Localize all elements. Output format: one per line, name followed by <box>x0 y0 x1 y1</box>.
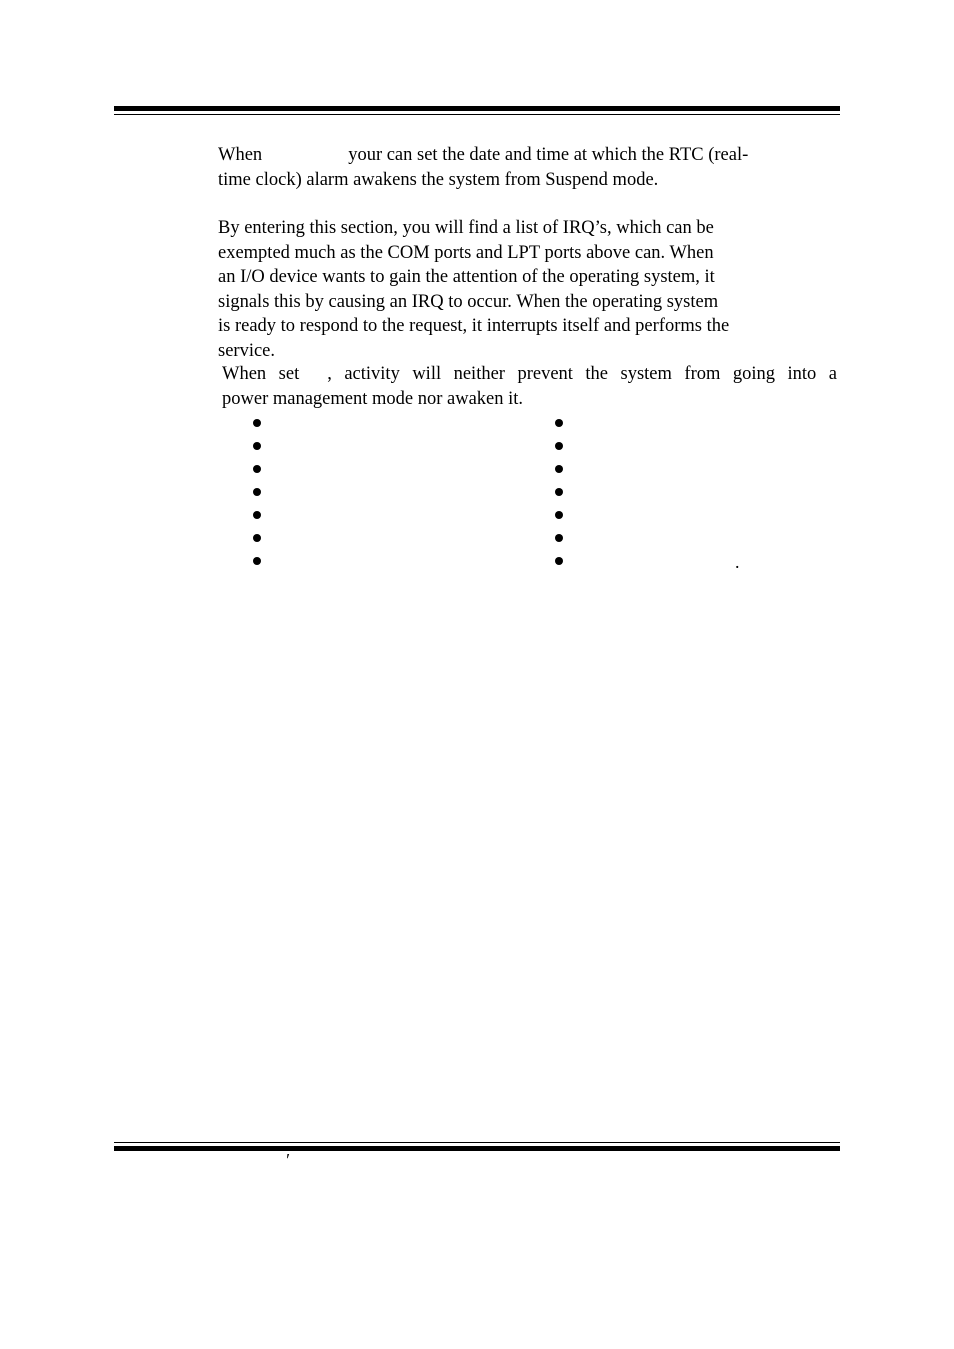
bullet-right-7 <box>555 557 563 565</box>
rtc-paragraph <box>218 143 748 192</box>
disabled-note-line-1-start: When set <box>222 364 300 384</box>
bullet-right-4 <box>555 488 563 496</box>
rtc-line-1-start: When <box>218 145 263 165</box>
bullet-right-2 <box>555 442 563 450</box>
rtc-line-1-rest: your can set the date and time at which the RTC (real- <box>348 145 749 165</box>
bullet-left-7 <box>253 557 261 565</box>
disabled-note-line-1 <box>222 362 837 387</box>
bullet-right-1 <box>555 419 563 427</box>
footer-rule-thick <box>114 1146 840 1151</box>
bullet-left-4 <box>253 488 261 496</box>
bullet-left-6 <box>253 534 261 542</box>
irq-line-5: is ready to respond to the request, it interrupts itself and performs the <box>218 316 730 336</box>
irq-line-3: an I/O device wants to gain the attention of the operating system, it <box>218 267 715 287</box>
rtc-line-1 <box>218 143 748 168</box>
bullet-left-5 <box>253 511 261 519</box>
bullet-left-1 <box>253 419 261 427</box>
footer-rule-thin <box>114 1142 840 1143</box>
footer-mark: ′ <box>285 1150 289 1170</box>
header-rule-thick <box>114 106 840 111</box>
bullet-left-3 <box>253 465 261 473</box>
disabled-note-line-2: power management mode nor awaken it. <box>222 388 524 409</box>
bullet-trailing-mark: . <box>735 552 740 572</box>
disabled-note-paragraph <box>222 362 837 411</box>
irq-line-6: service. <box>218 340 276 361</box>
bullet-right-3 <box>555 465 563 473</box>
irq-line-4: signals this by causing an IRQ to occur. When the operating system <box>218 291 719 312</box>
disabled-note-line-1-rest: , activity will neither prevent the system from going into a <box>327 364 837 384</box>
bullet-right-6 <box>555 534 563 542</box>
irq-paragraph <box>218 216 729 363</box>
rtc-line-2: time clock) alarm awakens the system from Suspend mode. <box>218 169 659 190</box>
bullet-right-5 <box>555 511 563 519</box>
irq-line-1: By entering this section, you will find a list of IRQ’s, which can be <box>218 218 714 238</box>
header-rule-thin <box>114 114 840 115</box>
irq-line-2: exempted much as the COM ports and LPT ports above can. When <box>218 242 714 263</box>
bullet-left-2 <box>253 442 261 450</box>
